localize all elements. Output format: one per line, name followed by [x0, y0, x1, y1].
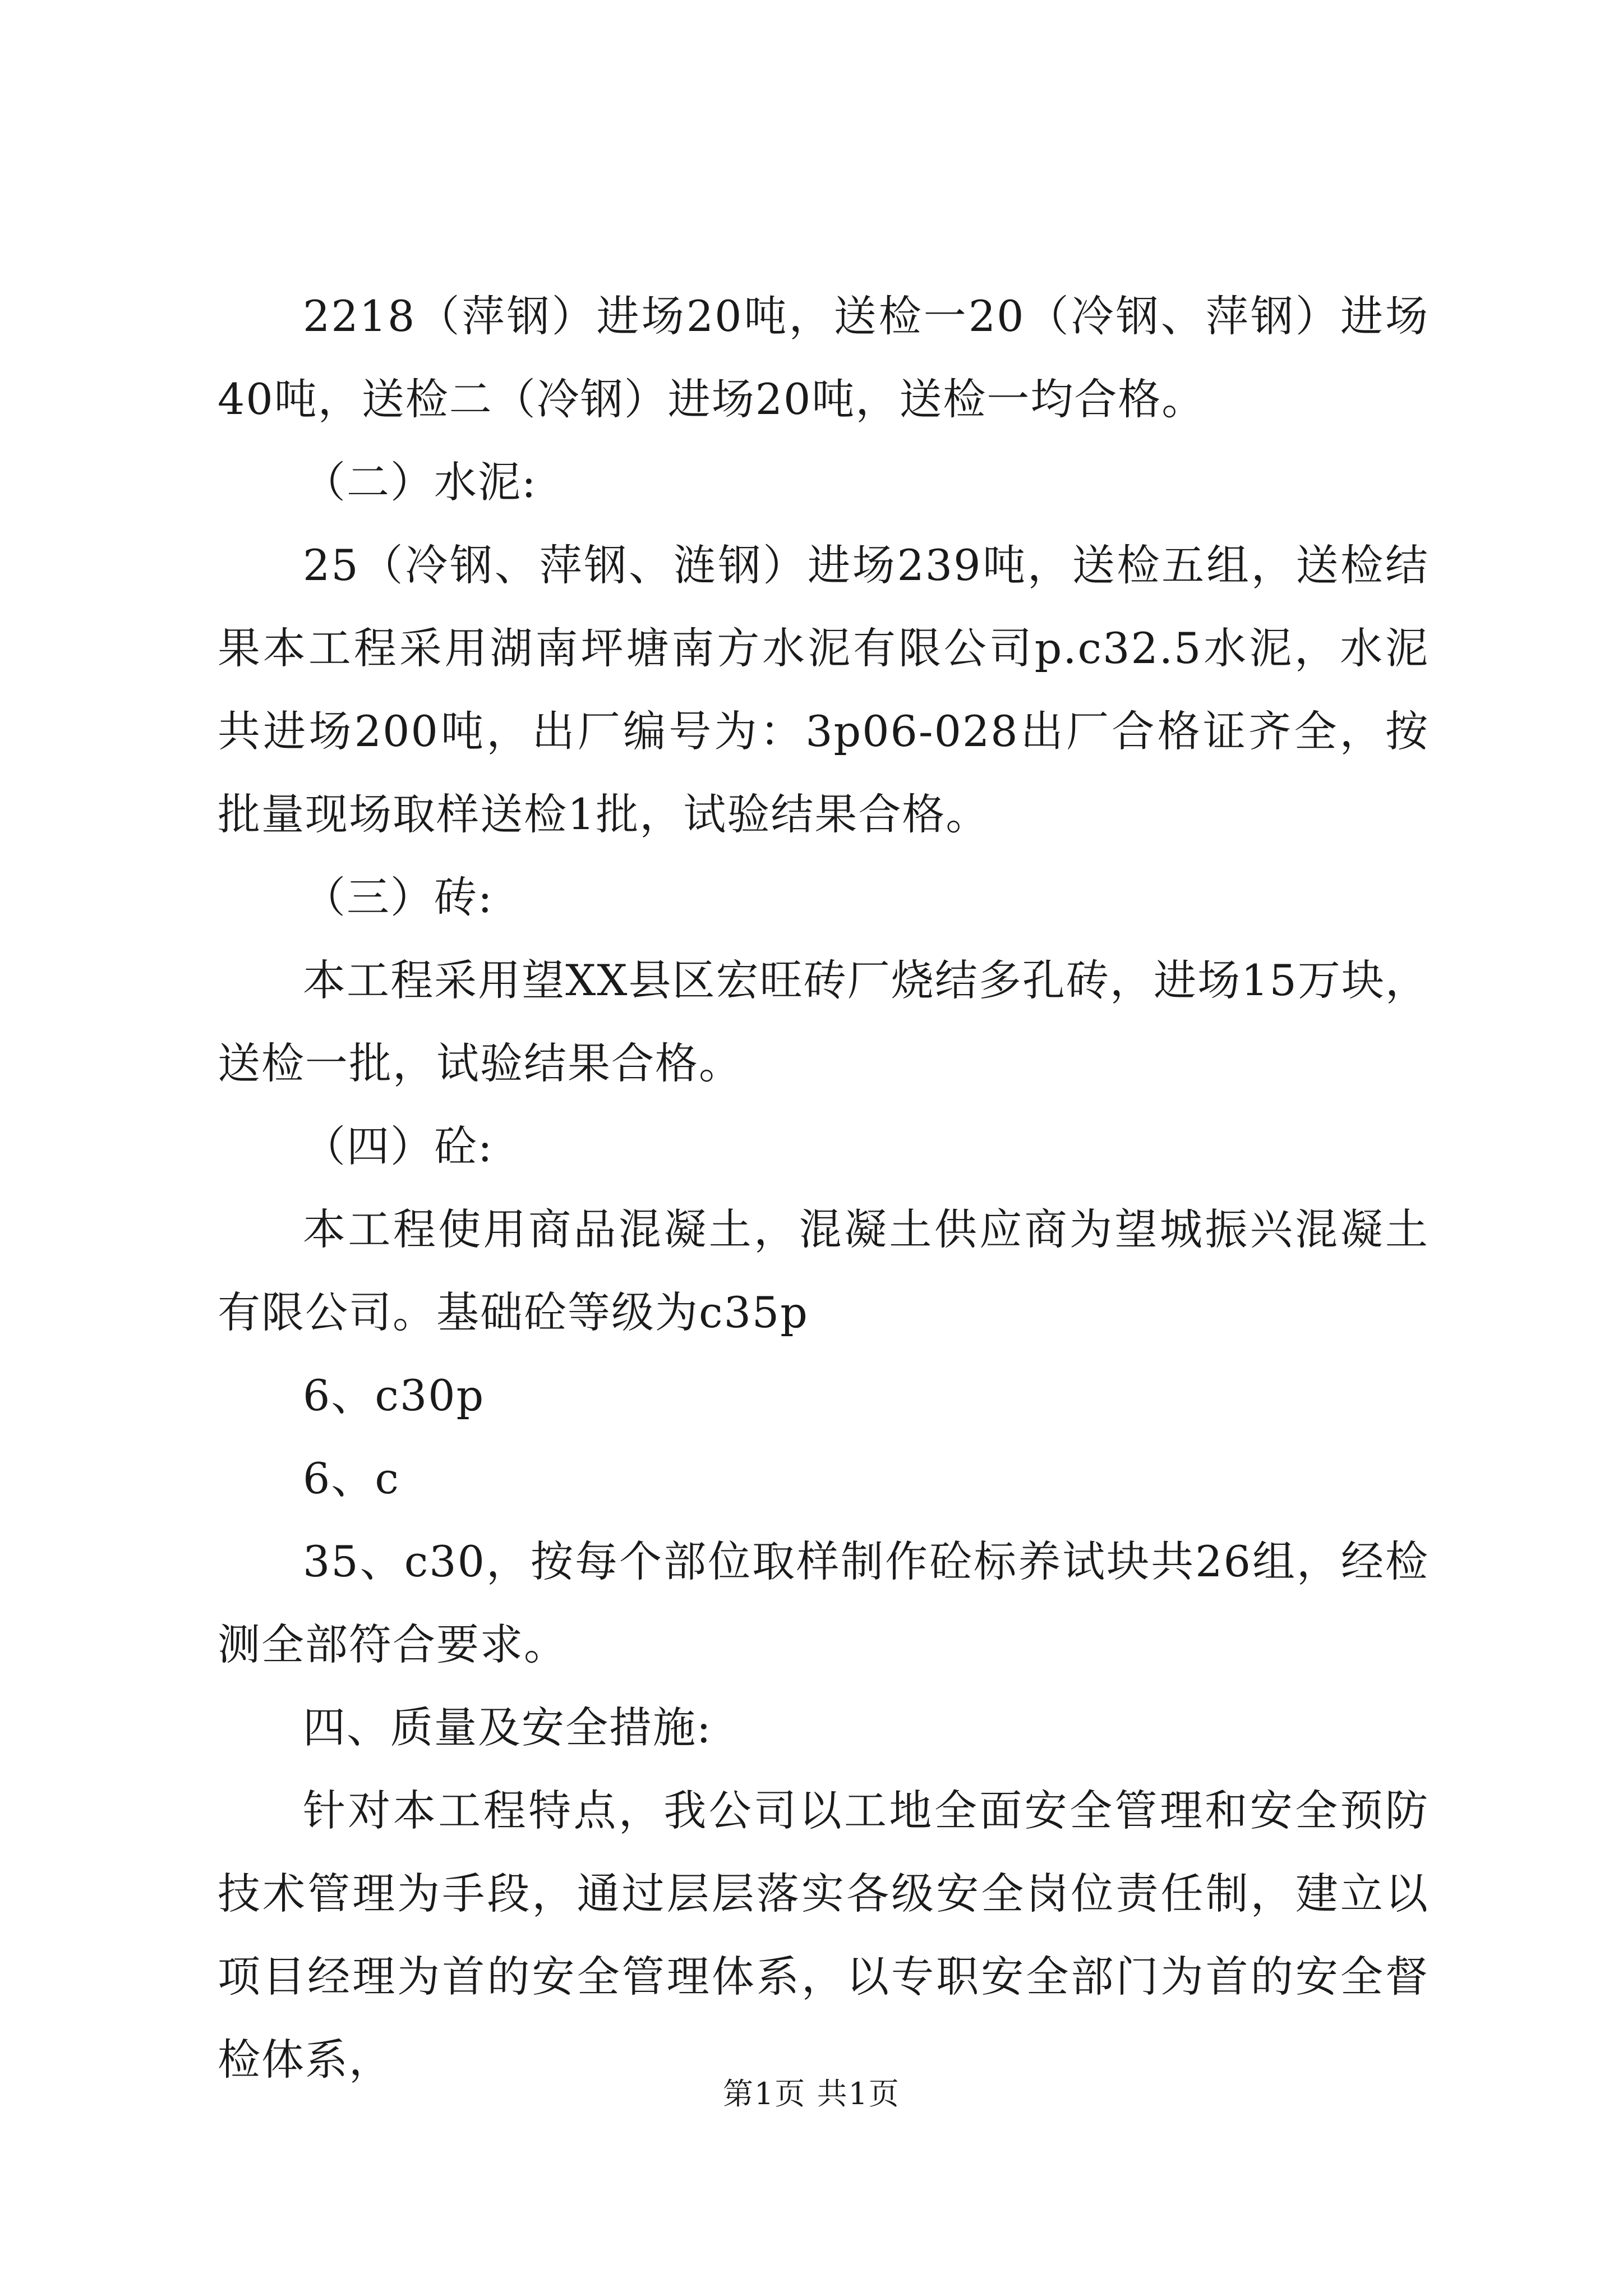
paragraph-cement: 25（冷钢、萍钢、涟钢）进场239吨，送检五组，送检结果本工程采用湖南坪塘南方水泥有限公司p.c32.5水泥，水泥共进场200吨，出厂编号为：3p06-028出厂合格证齐全，按批量现场取样送检1批，试验结果合格。 [218, 540, 1429, 839]
paragraph-safety-management: 针对本工程特点，我公司以工地全面安全管理和安全预防技术管理为手段，通过层层落实各级安全岗位责任制，建立以项目经理为首的安全管理体系，以专职安全部门为首的安全督检体系， [218, 1786, 1429, 2085]
paragraph-brick: 本工程采用望XX县区宏旺砖厂烧结多孔砖，进场15万块，送检一批，试验结果合格。 [218, 955, 1429, 1088]
heading-brick: （三）砖: [303, 872, 494, 922]
paragraph-concrete: 本工程使用商品混凝土，混凝土供应商为望城振兴混凝土有限公司。基础砼等级为c35p [218, 1204, 1429, 1337]
page-footer: 第1页 共1页 [723, 2076, 900, 2111]
heading-concrete: （四）砼: [303, 1121, 494, 1171]
paragraph-grade-c: 6、c [303, 1453, 400, 1503]
paragraph-grade-c30p: 6、c30p [303, 1370, 485, 1420]
paragraph-test-blocks: 35、c30，按每个部位取样制作砼标养试块共26组，经检测全部符合要求。 [218, 1536, 1429, 1669]
heading-quality-safety: 四、质量及安全措施: [303, 1703, 712, 1752]
paragraph-steel-delivery: 2218（萍钢）进场20吨，送检一20（冷钢、萍钢）进场40吨，送检二（冷钢）进场20吨，送检一均合格。 [218, 291, 1429, 424]
heading-cement: （二）水泥: [303, 457, 537, 507]
document-body [218, 275, 1429, 2101]
